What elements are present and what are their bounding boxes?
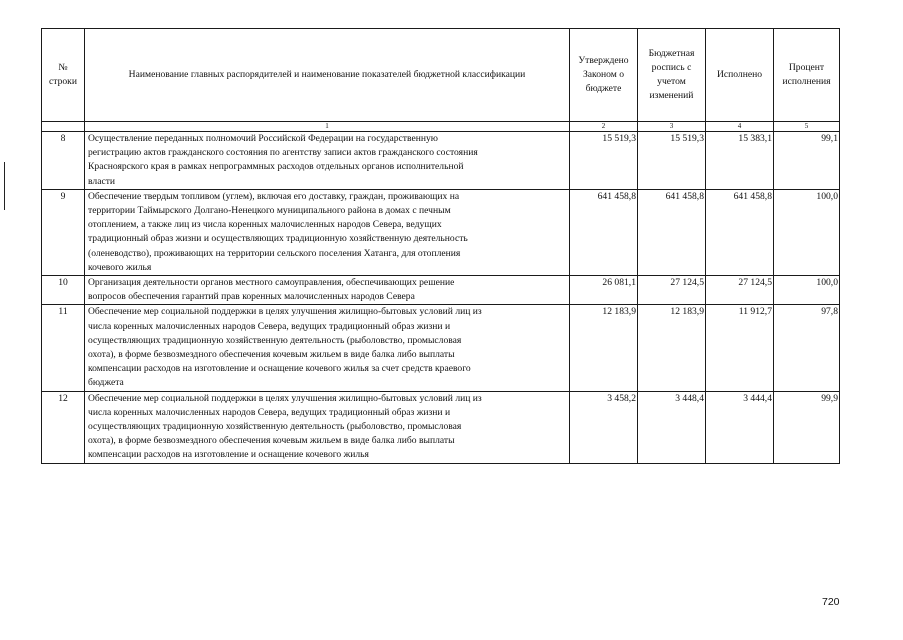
column-number: 4: [706, 122, 774, 132]
budget-list-value: 3 448,4: [638, 391, 706, 463]
page-number: 720: [822, 596, 840, 608]
row-description: [85, 189, 570, 275]
header-row: [42, 29, 840, 122]
table-row: [42, 276, 840, 305]
description-line: Красноярского края в рамках непрограммных расходов отдельных органов исполнительной: [88, 161, 464, 173]
row-number: 12: [42, 391, 85, 463]
table-row: [42, 189, 840, 275]
description-line: охота), в форме безвозмездного обеспечения кочевым жильем в виде балка либо выплаты: [88, 349, 455, 361]
description-line: Обеспечение мер социальной поддержки в целях улучшения жилищно-бытовых условий лиц из: [88, 392, 482, 404]
table-row: [42, 391, 840, 463]
description-line: Осуществление переданных полномочий Российской Федерации на государственную: [88, 133, 438, 144]
budget-list-value: 27 124,5: [638, 276, 706, 305]
description-line: отоплением, а также лиц из числа коренных малочисленных народов Севера, ведущих: [88, 219, 442, 231]
description-line: Обеспечение мер социальной поддержки в целях улучшения жилищно-бытовых условий лиц из: [88, 306, 482, 318]
header-row-number: № строки: [42, 29, 85, 122]
description-line: Организация деятельности органов местного самоуправления, обеспечивающих решение: [88, 277, 455, 289]
executed-value: 11 912,7: [706, 305, 774, 391]
approved-value: 3 458,2: [570, 391, 638, 463]
header-name: Наименование главных распорядителей и наименование показателей бюджетной классификации: [85, 29, 570, 122]
column-number: 1: [85, 122, 570, 132]
percent-value: 100,0: [774, 276, 840, 305]
description-line: бюджета: [88, 377, 124, 389]
column-number: 2: [570, 122, 638, 132]
budget-list-value: 641 458,8: [638, 189, 706, 275]
row-description: [85, 132, 570, 190]
description-line: регистрацию актов гражданского состояния по агентству записи актов гражданского состояния: [88, 147, 478, 159]
header-budget-list: Бюджетная роспись с учетом изменений: [638, 29, 706, 122]
description-line: компенсации расходов на изготовление и оснащение кочевого жилья за счет средств краевого: [88, 363, 471, 375]
margin-line: [4, 162, 5, 210]
percent-value: 97,8: [774, 305, 840, 391]
description-line: кочевого жилья: [88, 261, 152, 273]
table-row: [42, 305, 840, 391]
description-line: власти: [88, 175, 116, 187]
column-number: 3: [638, 122, 706, 132]
row-description: [85, 305, 570, 391]
description-line: традиционный образ жизни и осуществляющих традиционную хозяйственную деятельность: [88, 233, 468, 245]
header-executed: Исполнено: [706, 29, 774, 122]
executed-value: 15 383,1: [706, 132, 774, 190]
table-body: [42, 132, 840, 464]
row-number: 9: [42, 189, 85, 275]
percent-value: 99,9: [774, 391, 840, 463]
description-line: компенсации расходов на изготовление и оснащение кочевого жилья: [88, 449, 369, 461]
approved-value: 26 081,1: [570, 276, 638, 305]
header-percent: Процент исполнения: [774, 29, 840, 122]
description-line: осуществляющих традиционную хозяйственную деятельность (рыболовство, промысловая: [88, 334, 462, 346]
description-line: вопросов обеспечения гарантий прав коренных малочисленных народов Севера: [88, 291, 415, 303]
percent-value: 100,0: [774, 189, 840, 275]
percent-value: 99,1: [774, 132, 840, 190]
budget-table: [41, 28, 840, 464]
row-number: 10: [42, 276, 85, 305]
column-number: [42, 122, 85, 132]
description-line: числа коренных малочисленных народов Севера, ведущих традиционный образ жизни и: [88, 406, 451, 418]
description-line: территории Таймырского Долгано-Ненецкого муниципального района в домах с печным: [88, 205, 451, 217]
row-number: 8: [42, 132, 85, 190]
row-number: 11: [42, 305, 85, 391]
executed-value: 3 444,4: [706, 391, 774, 463]
budget-list-value: 12 183,9: [638, 305, 706, 391]
description-line: числа коренных малочисленных народов Севера, ведущих традиционный образ жизни и: [88, 320, 451, 332]
approved-value: 15 519,3: [570, 132, 638, 190]
row-description: [85, 391, 570, 463]
approved-value: 641 458,8: [570, 189, 638, 275]
description-line: (оленеводство), проживающих на территории сельского поселения Хатанга, для отопления: [88, 247, 461, 259]
approved-value: 12 183,9: [570, 305, 638, 391]
row-description: [85, 276, 570, 305]
description-line: охота), в форме безвозмездного обеспечения кочевым жильем в виде балка либо выплаты: [88, 435, 455, 447]
column-number: 5: [774, 122, 840, 132]
executed-value: 27 124,5: [706, 276, 774, 305]
executed-value: 641 458,8: [706, 189, 774, 275]
table-row: [42, 132, 840, 190]
column-number-row: [42, 122, 840, 132]
budget-list-value: 15 519,3: [638, 132, 706, 190]
description-line: осуществляющих традиционную хозяйственную деятельность (рыболовство, промысловая: [88, 421, 462, 433]
header-approved: Утверждено Законом о бюджете: [570, 29, 638, 122]
description-line: Обеспечение твердым топливом (углем), включая его доставку, граждан, проживающих на: [88, 190, 460, 202]
